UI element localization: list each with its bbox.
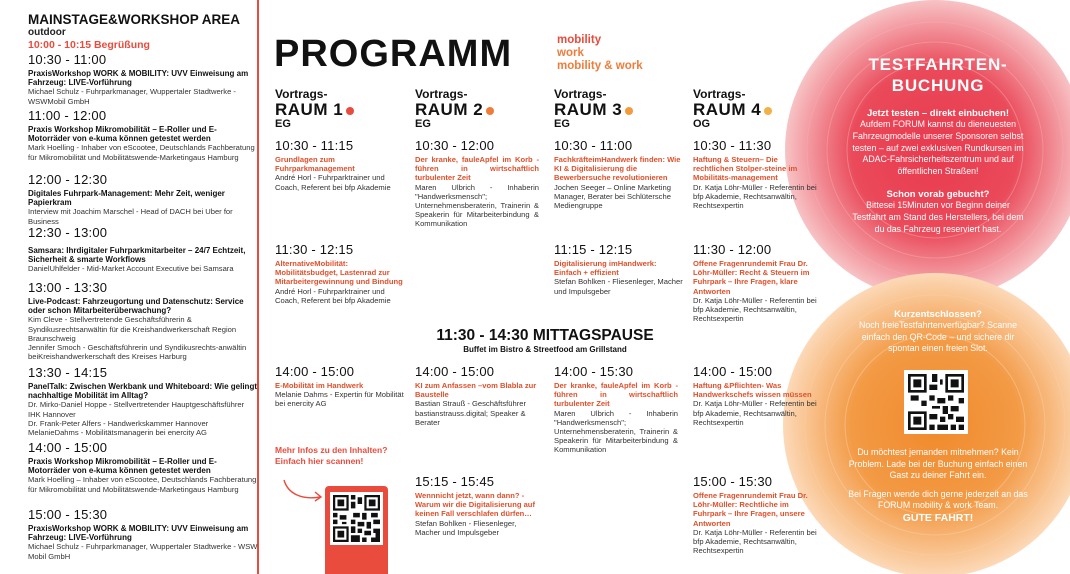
room-pre: Vortrags- [554,87,607,101]
left-session [28,52,258,106]
session-speaker: Michael Schulz - Fuhrparkmanager, Wuppertaler Stadtwerke - WSW Mobil GmbH [28,542,258,561]
lunch-break [415,327,675,355]
session-speaker: Maren Ulbrich - Inhaberin "Handwerksmensch"; Unternehmensberaterin, Trainerin & Speakerin für Mitarbeiterbindung & Kommunikation [554,408,678,455]
guest-text: Du möchtest jemanden mitnehmen? Kein Problem. Lade bei der Buchung einfach einen Gast zu deiner Fahrt ein. [848,447,1028,480]
testdrive-text-2: Bittesei 15Minuten vor Beginn deiner Testfahrt am Stand des Herstellers, bei dem du das Fahrzeug reserviert hast. [852,199,1024,234]
tagline [557,34,643,73]
session-time: 10:30 - 11:00 [554,138,633,153]
session-title: Wennnicht jetzt, wann dann? - Warum wir die Digitalisierung auf keinen Fall verschlafen dürfen… [415,491,535,519]
session-title: Grundlagen zum Fuhrparkmanagement [275,155,355,174]
room4-session [693,364,818,427]
left-session [28,440,258,494]
session-time: 10:30 - 12:00 [415,138,495,153]
room-name-row [275,101,407,118]
session-time: 10:30 - 11:15 [275,138,354,153]
left-session [28,225,258,274]
qr-code-icon [908,374,964,430]
more-info-text: Mehr Infos zu den Inhalten? Einfach hier scannen! [275,445,388,466]
left-session [28,108,258,162]
session-speaker: Stefan Bohlken - Fliesenleger, Macher und Impulsgeber [415,518,517,537]
mainstage-column [28,12,258,52]
session-time: 14:00 - 15:00 [693,364,773,379]
session-title: Der kranke, fauleApfel im Korb - führen in wirtschaftlich turbulenter Zeit [554,381,678,409]
room-floor: EG [415,118,431,130]
session-speaker: Kim Cleve - Stellvertretende Geschäftsführerin & Syndikusrechtsanwältin für die Kreishandwerkerschaft Region Braunschweig Jennifer Smoch - Geschäftsführerin und Syndikusrechts-anwältin beiKreishandwerkerschaft des Kreises Harburg [28,315,247,362]
session-title: FachkräfteimHandwerk finden: Wie KI & Digitalisierung die Bewerbersuche revolutionieren [554,155,681,183]
lunch-title: 11:30 - 14:30 MITTAGSPAUSE [436,327,654,344]
session-time: 10:30 - 11:30 [693,138,772,153]
info-qr-card[interactable] [325,486,388,574]
room2-session [415,138,539,229]
room3-session [554,364,678,455]
session-time: 14:00 - 15:00 [415,364,495,379]
testdrive-text-1: Aufdem FORUM kannst du dieneuesten Fahrzeugmodelle unserer Sponsoren selbst testen – auf zwei exklusiven Rundkursen im ADAC-Fahrsicherheitszentrum und auf öffentlichen Straßen! [852,119,1024,177]
session-time: 12:30 - 13:00 [28,225,108,240]
session-speaker: Dr. Katja Löhr-Müller - Referentin bei bfp Akademie, Rechtsanwältin, Rechtsexpertin [693,182,817,211]
left-session [28,507,258,561]
session-time: 11:30 - 12:00 [693,242,772,257]
session-time: 15:00 - 15:30 [693,474,773,489]
session-title: Der kranke, fauleApfel im Korb - führen in wirtschaftlich turbulenter Zeit [415,155,539,183]
room1-session [275,242,407,305]
room-floor: EG [554,118,570,130]
session-speaker: DanielUhlfelder - Mid-Market Account Executive bei Samsara [28,264,234,274]
tag-work: work [557,47,584,59]
session-speaker: Mark Hoelling – Inhaber von eScootee, Deutschlands Fachberatung für Mikromobilität und Mobilitätswende-Marketingaus Hamburg [28,475,257,494]
session-time: 14:00 - 15:30 [554,364,634,379]
good-drive: GUTE FAHRT! [902,511,974,524]
spontaneous-text: Noch freieTestfahrtenverfügbar? Scanne einfach den QR-Code – und sichere dir spontan einen freien Slot. [859,320,1017,353]
session-time: 12:00 - 12:30 [28,172,108,187]
room-name: RAUM 1 [275,100,344,119]
session-title: Samsara: Ihrdigitaler Fuhrparkmitarbeiter – 24/7 Echtzeit, Sicherheit & smarte Workflows [28,246,246,265]
room-floor: EG [275,118,291,130]
room2-session [415,474,539,537]
session-time: 13:30 - 14:15 [28,365,108,380]
session-title: Digitalisierung imHandwerk: Einfach + effizient [554,259,657,278]
testdrive-panel [838,54,1038,235]
lunch-subtitle: Buffet im Bistro & Streetfood am Grillstand [463,345,627,354]
session-time: 14:00 - 15:00 [275,364,355,379]
room-name-row [554,101,686,118]
session-speaker: Maren Ulbrich - Inhaberin "Handwerksmensch"; Unternehmensberaterin, Trainerin & Speakerin für Mitarbeiterbindung & Kommunikation [415,182,539,229]
room-header-1 [275,88,407,130]
arrow-icon [280,476,330,504]
room-name-row [693,101,825,118]
left-session [28,365,258,437]
room-dot-icon [346,107,354,115]
session-speaker: Interview mit Joachim Marschel - Head of DACH bei Uber for Business [28,207,233,226]
room-pre: Vortrags- [693,87,746,101]
room1-session [275,364,407,409]
session-speaker: Jochen Seeger – Online Marketing Manager, Berater bei Schlütersche Mediengruppe [554,182,671,211]
session-title: Offene Fragenrundemit Frau Dr. Löhr-Müller: Rechtliche im Fuhrpark – Ihre Fragen, unsere Antworten [693,491,808,528]
session-speaker: Mark Hoelling - Inhaber von eScootee, Deutschlands Fachberatung für Mikromobilität und Mobilitätswende-Marketingaus Hamburg [28,143,255,162]
session-time: 11:15 - 12:15 [554,242,633,257]
room4-session [693,474,818,555]
left-session [28,280,258,361]
session-speaker: Dr. Katja Löhr-Müller - Referentin bei bfp Akademie, Rechtsanwältin, Rechtsexpertin [693,295,817,324]
room-dot-icon [486,107,494,115]
session-time: 15:00 - 15:30 [28,507,108,522]
room3-session [554,242,686,296]
room-header-4 [693,88,825,130]
session-speaker: Melanie Dahms - Expertin für Mobilität bei enercity AG [275,390,404,409]
session-time: 10:30 - 11:00 [28,52,107,67]
booking-qr-code[interactable] [904,370,968,434]
tag-mobility: mobility [557,34,602,46]
room-dot-icon [764,107,772,115]
session-speaker: André Horl - Fuhrparktrainer und Coach, Referent bei bfp Akademie [275,286,391,305]
testdrive-heading-1: Jetzt testen – direkt einbuchen! [866,108,1009,119]
session-time: 11:00 - 12:00 [28,108,107,123]
session-speaker: Dr. Katja Löhr-Müller - Referentin bei bfp Akademie, Rechtsanwältin, Rechtsexpertin [693,399,817,427]
room4-session [693,242,818,323]
session-time: 11:30 - 12:15 [275,242,354,257]
session-title: Digitales Fuhrpark-Management: Mehr Zeit, weniger Papierkram [28,189,225,208]
session-title: E-Mobilität im Handwerk [275,381,364,390]
spontaneous-panel [848,309,1028,355]
session-title: PraxisWorkshop WORK & MOBILITY: UVV Einweisung am Fahrzeug: LIVE-Vorführung [28,524,249,543]
room3-session [554,138,686,210]
session-title: PraxisWorkshop WORK & MOBILITY: UVV Einweisung am Fahrzeug: LIVE-Vorführung [28,69,249,88]
mainstage-title: MAINSTAGE&WORKSHOP AREA [28,12,241,27]
room-dot-icon [625,107,633,115]
session-speaker: André Horl - Fuhrparktrainer und Coach, Referent bei bfp Akademie [275,173,391,192]
left-session [28,172,258,226]
session-time: 15:15 - 15:45 [415,474,495,489]
session-time: 14:00 - 15:00 [28,440,108,455]
session-title: Haftung &Pflichten- Was Handwerkschefs wissen müssen [693,381,812,400]
room-header-2 [415,88,547,130]
room-name: RAUM 3 [554,100,623,119]
contact-text: Bei Fragen wende dich gerne jederzeit an das FORUM mobility & work Team. [848,488,1028,510]
spontaneous-heading: Kurzentschlossen? [894,309,982,320]
session-title: KI zum Anfassen –vom Blabla zur Baustelle [415,381,537,400]
testdrive-title: TESTFAHRTEN-BUCHUNG [868,55,1008,95]
room4-session [693,138,818,210]
mainstage-subtitle: outdoor [28,27,66,38]
session-title: Praxis Workshop Mikromobilität – E-Roller und E-Motorräder von e-kuma können getestet werden [28,125,217,144]
session-speaker: Dr. Katja Löhr-Müller - Referentin bei bfp Akademie, Rechtsanwältin, Rechtsexpertin [693,527,817,556]
session-title: Live-Podcast: Fahrzeugortung und Datenschutz: Service oder schon Mitarbeiterüberwachung? [28,297,244,316]
tag-mobility-work: mobility & work [557,60,643,72]
room2-session [415,364,539,427]
session-title: Offene Fragenrundemit Frau Dr. Löhr-Müller: Recht & Steuern im Fuhrpark – Ihre Fragen, klare Antworten [693,259,810,296]
session-speaker: Stefan Bohlken - Fliesenleger, Macher und Impulsgeber [554,277,683,296]
room-name-row [415,101,547,118]
testdrive-heading-2: Schon vorab gebucht? [886,188,990,200]
room-header-3 [554,88,686,130]
session-title: AlternativeMobilität: Mobilitätsbudget, Lastenrad zur Mitarbeitergewinnung und Bindung [275,259,403,287]
welcome-slot: 10:00 - 10:15 Begrüßung [28,39,150,51]
qr-code-icon[interactable] [330,492,383,545]
program-title: PROGRAMM [274,33,513,75]
room1-session [275,138,407,192]
guest-panel [845,447,1031,524]
room-floor: OG [693,118,711,130]
room-name: RAUM 2 [415,100,484,119]
session-speaker: Michael Schulz - Fuhrparkmanager, Wuppertaler Stadtwerke - WSWMobil GmbH [28,87,236,106]
session-title: Haftung & Steuern– Die rechtlichen Stolper-steine im Mobilitäts-management [693,155,798,183]
room-name: RAUM 4 [693,100,762,119]
session-time: 13:00 - 13:30 [28,280,108,295]
qr-pattern [333,495,380,542]
session-title: PanelTalk: Zwischen Werkbank und Whiteboard: Wie gelingt nachhaltige Mobilität im Alltag? [28,382,257,401]
room-pre: Vortrags- [415,87,468,101]
session-speaker: Dr. Mirko-Daniel Hoppe - Stellvertretender Hauptgeschäftsführer IHK Hannover Dr. Frank-Peter Alfers - Handwerkskammer Hannover MelanieDahms - Mobilitätsmanagerin bei enercity AG [28,400,245,438]
room-pre: Vortrags- [275,87,328,101]
session-speaker: Bastian Strauß - Geschäftsführer bastianstrauss.digital; Speaker & Berater [415,399,526,427]
session-title: Praxis Workshop Mikromobilität – E-Roller und E-Motorräder von e-kuma können getestet werden [28,457,217,476]
